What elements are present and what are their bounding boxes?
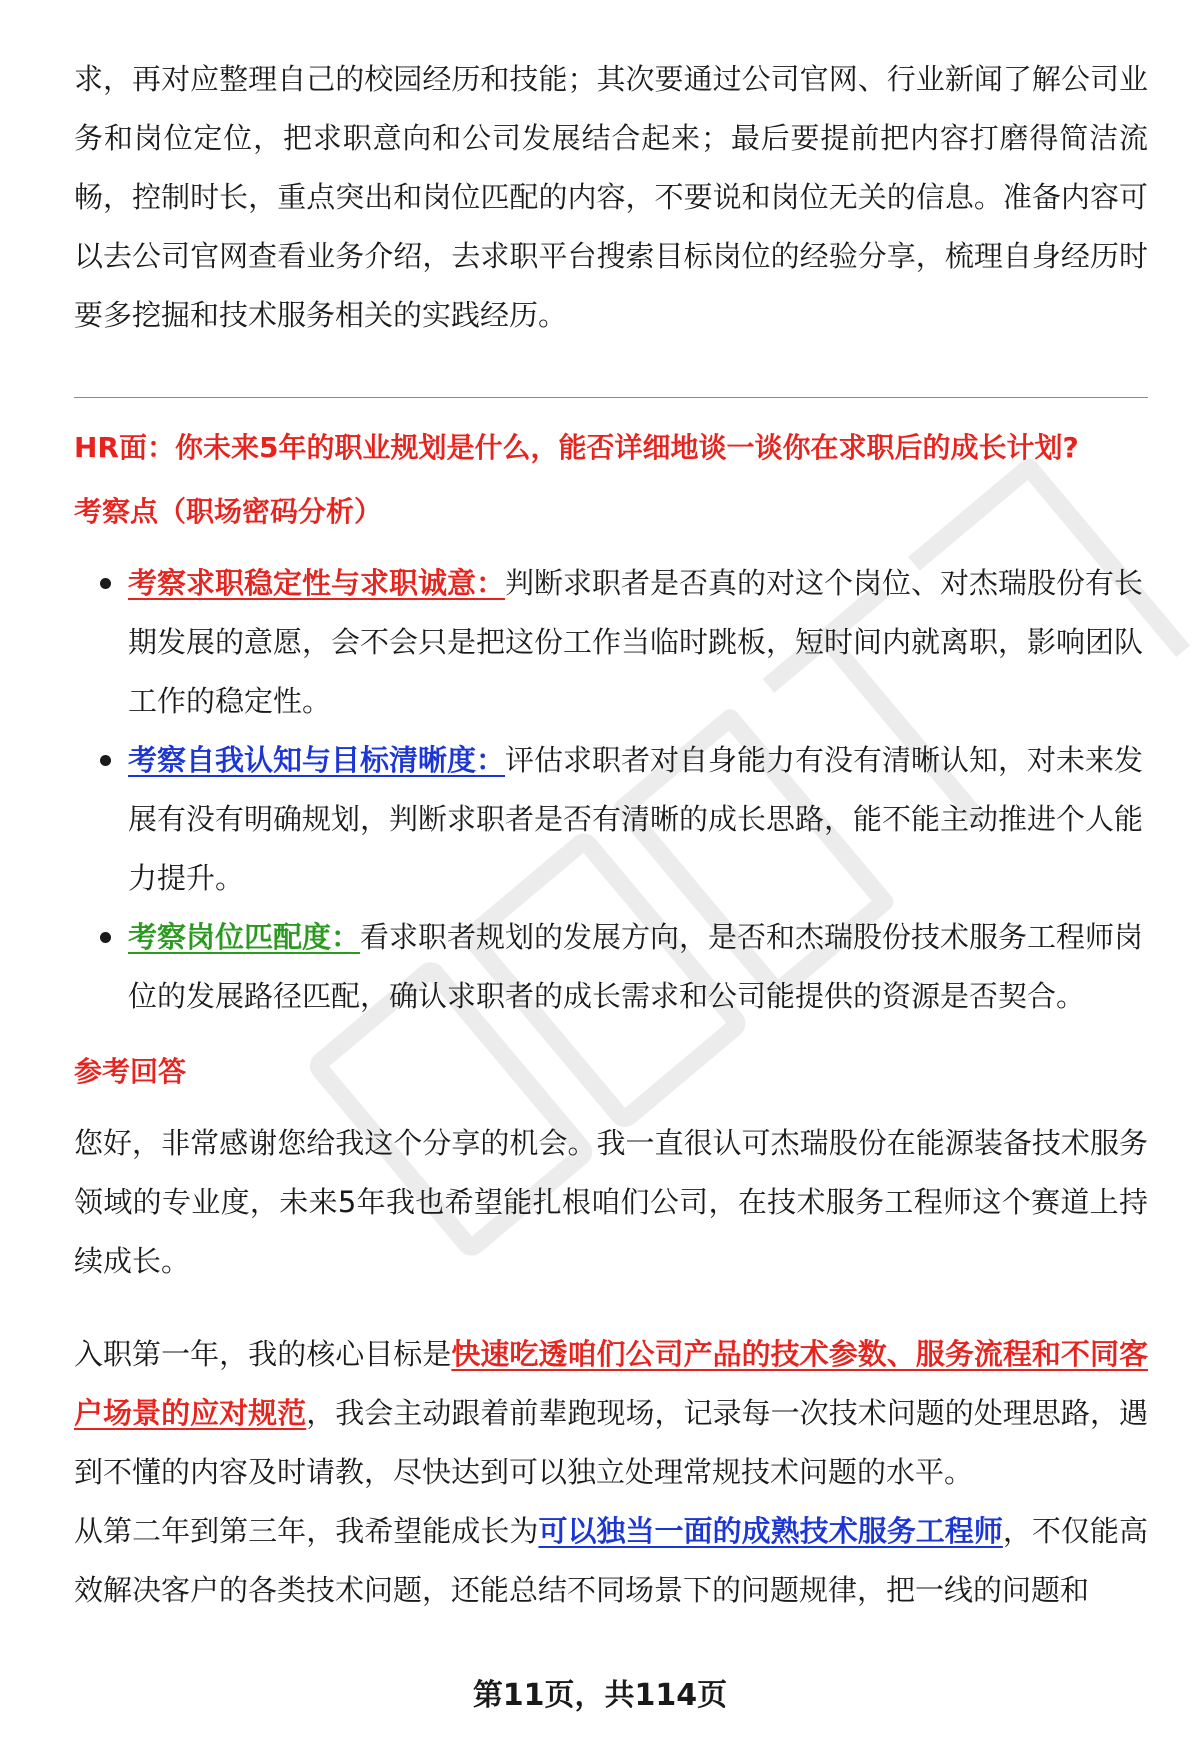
answer-text: ，不仅能高效解决客户的各类技术问题，还能总结不同场景下的问题规律，把一线的问题和 — [74, 1514, 1148, 1607]
bullet-icon — [100, 578, 111, 589]
bullet-label: 考察求职稳定性与求职诚意： — [128, 566, 506, 600]
list-item — [74, 908, 1148, 1026]
analysis-title: 考察点（职场密码分析） — [74, 495, 383, 528]
answer-text: 入职第一年，我的核心目标是 — [74, 1337, 452, 1371]
answer-text: 从第二年到第三年，我希望能成长为 — [74, 1514, 539, 1548]
analysis-list — [74, 554, 1148, 1026]
answer-highlight: 可以独当一面的成熟技术服务工程师 — [538, 1514, 1003, 1548]
reference-title: 参考回答 — [74, 1055, 187, 1088]
interview-question: HR面：你未来5年的职业规划是什么，能否详细地谈一谈你在求职后的成长计划? — [74, 431, 1079, 464]
answer-paragraph-2 — [74, 1325, 1148, 1502]
bullet-label: 考察岗位匹配度： — [128, 920, 361, 954]
answer-paragraph-1: 您好，非常感谢您给我这个分享的机会。我一直很认可杰瑞股份在能源装备技术服务领域的专业度，未来5年我也希望能扎根咱们公司，在技术服务工程师这个赛道上持续成长。 — [74, 1126, 1148, 1278]
bullet-text: 判断求职者是否真的对这个岗位、对杰瑞股份有长期发展的意愿，会不会只是把这份工作当临时跳板，短时间内就离职，影响团队工作的稳定性。 — [128, 566, 1144, 718]
section-divider — [74, 397, 1148, 398]
bullet-text: 看求职者规划的发展方向，是否和杰瑞股份技术服务工程师岗位的发展路径匹配，确认求职者的成长需求和公司能提供的资源是否契合。 — [128, 920, 1144, 1013]
document-page — [74, 50, 1148, 1620]
answer-text: ，我会主动跟着前辈跑现场，记录每一次技术问题的处理思路，遇到不懂的内容及时请教，尽快达到可以独立处理常规技术问题的水平。 — [74, 1396, 1148, 1489]
page-number: 第11页，共114页 — [472, 1678, 728, 1713]
bullet-icon — [100, 755, 111, 766]
list-item — [74, 554, 1148, 731]
answer-highlight: 快速吃透咱们公司产品的技术参数、服务流程和不同客户场景的应对规范 — [74, 1337, 1148, 1430]
bullet-text: 评估求职者对自身能力有没有清晰认知，对未来发展有没有明确规划，判断求职者是否有清晰的成长思路，能不能主动推进个人能力提升。 — [128, 743, 1144, 895]
intro-paragraph: 求，再对应整理自己的校园经历和技能；其次要通过公司官网、行业新闻了解公司业务和岗位定位，把求职意向和公司发展结合起来；最后要提前把内容打磨得简洁流畅，控制时长，重点突出和岗位匹配的内容，不要说和岗位无关的信息。准备内容可以去公司官网查看业务介绍，去求职平台搜索目标岗位的经验分享，梳理自身经历时要多挖掘和技术服务相关的实践经历。 — [74, 62, 1148, 332]
answer-paragraph-3 — [74, 1502, 1148, 1620]
list-item — [74, 731, 1148, 908]
bullet-label: 考察自我认知与目标清晰度： — [128, 743, 506, 777]
bullet-icon — [100, 932, 111, 943]
